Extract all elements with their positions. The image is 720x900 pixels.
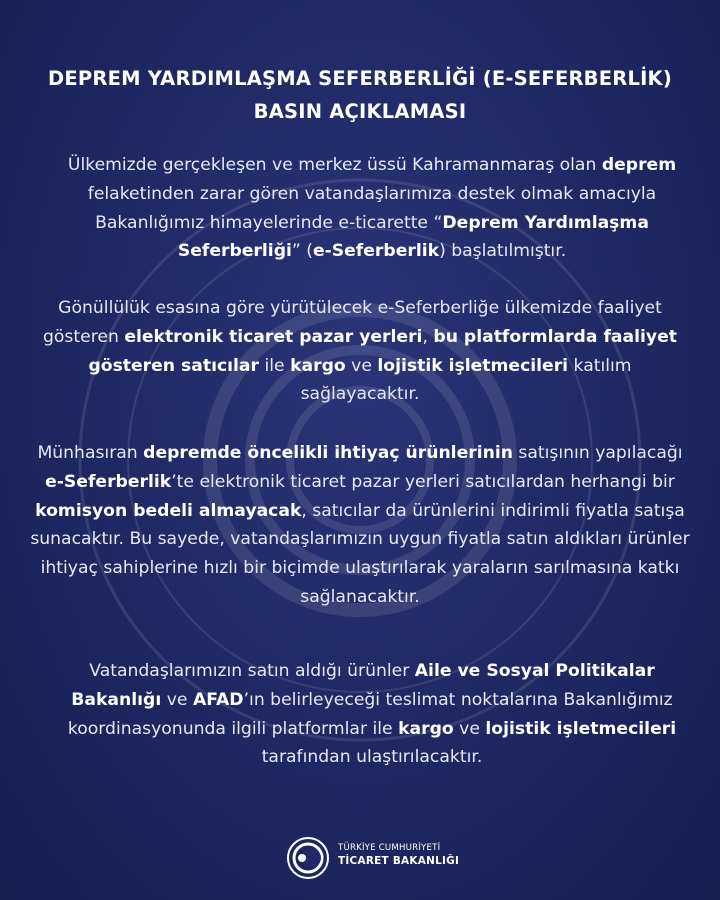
emphasis-text: Deprem Yardımlaşma Seferberliği	[177, 212, 649, 262]
ministry-logo	[286, 836, 460, 880]
emphasis-text: kargo	[290, 355, 346, 376]
paragraph-2-text: Gönüllülük esasına göre yürütülecek e-Seferberliğe ülkemizde faaliyet gösteren elektronik ticaret pazar yerleri, bu platformlarda faaliyet gösteren satıcılar ile kargo ve lojistik işletmecileri katılım sağlayacaktır.	[43, 298, 677, 405]
org-name-line-1: TÜRKİYE CUMHURİYETİ	[338, 843, 441, 853]
emphasis-text: Aile ve Sosyal Politikalar Bakanlığı	[71, 661, 655, 710]
paragraph-3	[30, 439, 690, 612]
emphasis-text: deprem	[601, 155, 677, 175]
org-name-line-2: TİCARET BAKANLIĞI	[338, 855, 460, 867]
title-line-2: BASIN AÇIKLAMASI	[253, 100, 467, 123]
emphasis-text: elektronik ticaret pazar yerleri	[124, 326, 423, 347]
emphasis-text: depremde öncelikli ihtiyaç ürünlerinin	[143, 443, 513, 463]
paragraph-3-text: Münhasıran depremde öncelikli ihtiyaç ürünlerinin satışının yapılacağı e-Seferberlik’te elektronik ticaret pazar yerleri satıcılardan herhangi bir komisyon bedeli almayacak, satıcılar da ürünlerini indirimli fiyatla satışa sunacaktır. Bu sayede, vatandaşlarımızın uygun fiyatla satın aldıkları ürünler ihtiyaç sahiplerine hızlı bir biçimde ulaştırılarak yaraların sarılmasına katkı sağlanacaktır.	[30, 443, 690, 607]
paragraph-1	[30, 151, 690, 266]
emphasis-text: komisyon bedeli almayacak	[35, 500, 302, 521]
ministry-emblem-icon	[286, 836, 330, 880]
paragraph-2	[30, 294, 690, 409]
emphasis-text: lojistik işletmecileri	[485, 718, 677, 739]
emphasis-text: e-Seferberlik	[45, 471, 172, 492]
paragraph-4-text: Vatandaşlarımızın satın aldığı ürünler Aile ve Sosyal Politikalar Bakanlığı ve AFAD’ın belirleyeceği teslimat noktalarına Bakanlığımız koordinasyonunda ilgili platformlar ile kargo ve lojistik işletmecileri tarafından ulaştırılacaktır.	[67, 661, 677, 768]
press-release-title	[0, 62, 720, 128]
title-line-1: DEPREM YARDIMLAŞMA SEFERBERLİĞİ (E-SEFERBERLİK)	[48, 67, 672, 90]
emphasis-text: lojistik işletmecileri	[377, 355, 569, 376]
emphasis-text: bu platformlarda faaliyet gösteren satıcılar	[88, 326, 677, 376]
paragraph-1-text: Ülkemizde gerçekleşen ve merkez üssü Kahramanmaraş olan deprem felaketinden zarar gören vatandaşlarımıza destek olmak amacıyla Bakanlığımız himayelerinde e-ticarette “Deprem Yardımlaşma Seferberliği” (e-Seferberlik) başlatılmıştır.	[67, 155, 677, 262]
emphasis-text: kargo	[398, 718, 454, 739]
paragraph-4	[30, 657, 690, 772]
emphasis-text: AFAD	[192, 689, 244, 710]
emphasis-text: e-Seferberlik	[312, 241, 440, 262]
